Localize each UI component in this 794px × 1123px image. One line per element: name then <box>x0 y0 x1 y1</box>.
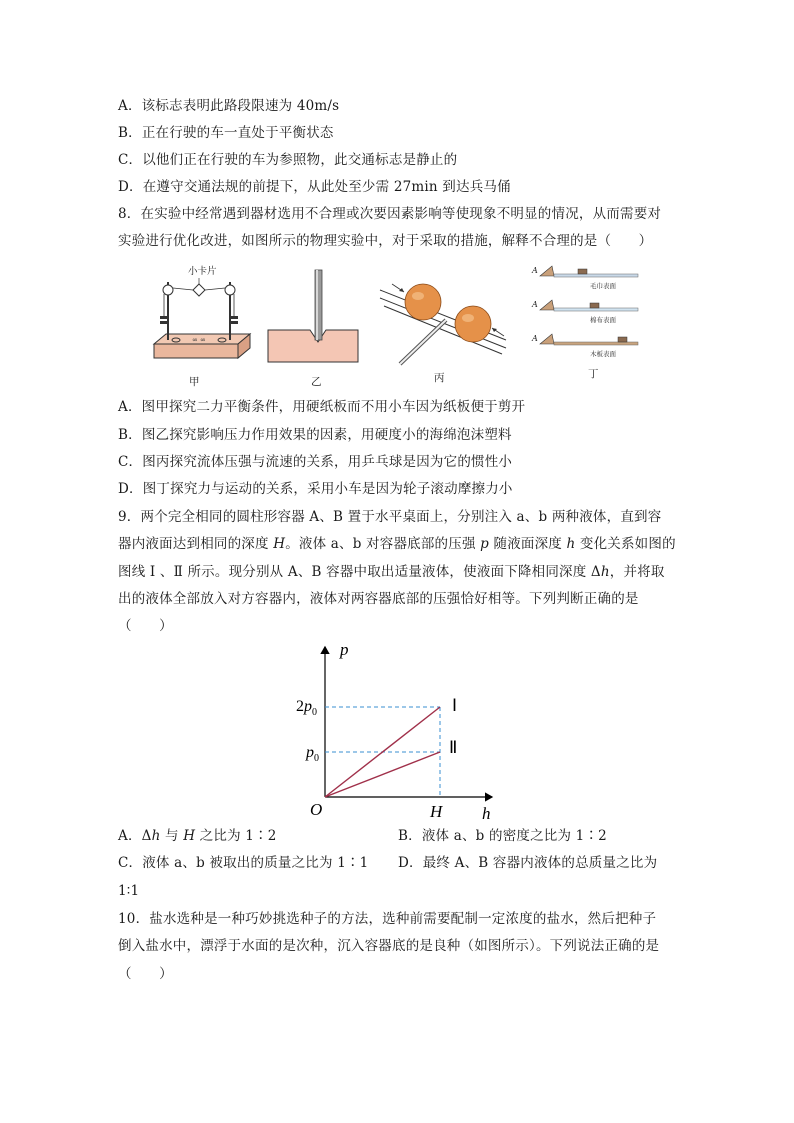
q9-option-b: B．液体 a、b 的密度之比为 1∶2 <box>398 828 607 844</box>
q10-line3: （ ） <box>118 966 173 982</box>
y-axis-label: p <box>340 640 349 659</box>
y-tick-label-2p0: $2p_0$ <box>296 698 317 718</box>
series-label-I: Ⅰ <box>452 696 458 715</box>
q9-line5: （ ） <box>118 618 173 634</box>
q9-option-a: A．Δh 与 H 之比为 1∶2 <box>118 828 277 844</box>
x-tick-label-H: H <box>430 802 443 821</box>
q8-option-c: C．图丙探究流体压强与流速的关系，用乒乓球是因为它的惯性小 <box>118 454 513 470</box>
ramp3-a-label: A <box>532 334 538 343</box>
ramp2-a-label: A <box>532 300 538 309</box>
q10-line1: 10．盐水选种是一种巧妙挑选种子的方法，选种前需要配制一定浓度的盐水，然后把种子 <box>118 911 657 927</box>
x-axis-label: h <box>482 804 491 823</box>
q8-stem-line1: 8．在实验中经常遇到器材选用不合理或次要因素影响等使现象不明显的情况，从而需要对 <box>118 206 662 222</box>
surface-towel-label: 毛巾表面 <box>590 282 616 290</box>
surface-wood-label: 木板表面 <box>590 350 616 358</box>
q7-option-a: A．该标志表明此路段限速为 40m/s <box>118 98 340 114</box>
q8-option-a: A．图甲探究二力平衡条件，用硬纸板而不用小车因为纸板便于剪开 <box>118 399 526 415</box>
y-tick-label-p0: $p_0$ <box>306 744 319 764</box>
q8-option-d: D．图丁探究力与运动的关系，采用小车是因为轮子滚动摩擦力小 <box>118 481 513 497</box>
q9-option-c: C．液体 a、b 被取出的质量之比为 1∶1 <box>118 855 369 871</box>
q9-line3: 图线 Ⅰ 、Ⅱ 所示。现分别从 A、B 容器中取出适量液体，使液面下降相同深度 Δh，并将取 <box>118 564 665 580</box>
figure-ding-label: 丁 <box>588 368 599 380</box>
surface-cotton-label: 棉布表面 <box>590 316 616 324</box>
figure-bing-label: 丙 <box>434 372 445 384</box>
q9-line4: 出的液体全部放入对方容器内，液体对两容器底部的压强恰好相等。下列判断正确的是 <box>118 591 639 607</box>
figure-yi-label: 乙 <box>311 376 322 388</box>
q9-option-d: D．最终 A、B 容器内液体的总质量之比为 <box>398 855 658 871</box>
svg-text:∞ ∞: ∞ ∞ <box>192 336 206 344</box>
card-label: 小卡片 <box>188 266 217 277</box>
q10-line2: 倒入盐水中，漂浮于水面的是次种，沉入容器底的是良种（如图所示）。下列说法正确的是 <box>118 938 660 954</box>
q7-option-b: B．正在行驶的车一直处于平衡状态 <box>118 125 334 141</box>
q9-line2: 器内液面达到相同的深度 H。液体 a、b 对容器底部的压强 p 随液面深度 h 变化关系如图的 <box>118 536 676 552</box>
figure-jia-balance-apparatus <box>150 266 252 366</box>
origin-label: O <box>310 800 323 819</box>
ramp1-a-label: A <box>532 266 538 275</box>
q7-option-d: D．在遵守交通法规的前提下，从此处至少需 27min 到达兵马俑 <box>118 179 511 195</box>
figure-yi-sponge <box>266 268 366 364</box>
q8-stem-line2: 实验进行优化改进，如图所示的物理实验中，对于采取的措施，解释不合理的是（ ） <box>118 233 653 249</box>
q8-option-b: B．图乙探究影响压力作用效果的因素，用硬度小的海绵泡沫塑料 <box>118 427 512 443</box>
figure-ding-ramps <box>530 262 642 364</box>
q9-line1: 9．两个完全相同的圆柱形容器 A、B 置于水平桌面上，分别注入 a、b 两种液体，直到容 <box>118 509 662 525</box>
series-label-II: Ⅱ <box>449 738 458 757</box>
q9-option-d-cont: 1∶1 <box>118 883 140 899</box>
series-line-II <box>325 752 440 797</box>
q7-option-c: C．以他们正在行驶的车为参照物，此交通标志是静止的 <box>118 152 458 168</box>
figure-bing-pingpong <box>378 280 508 366</box>
pressure-depth-chart <box>280 635 520 830</box>
figure-jia-label: 甲 <box>189 376 200 388</box>
